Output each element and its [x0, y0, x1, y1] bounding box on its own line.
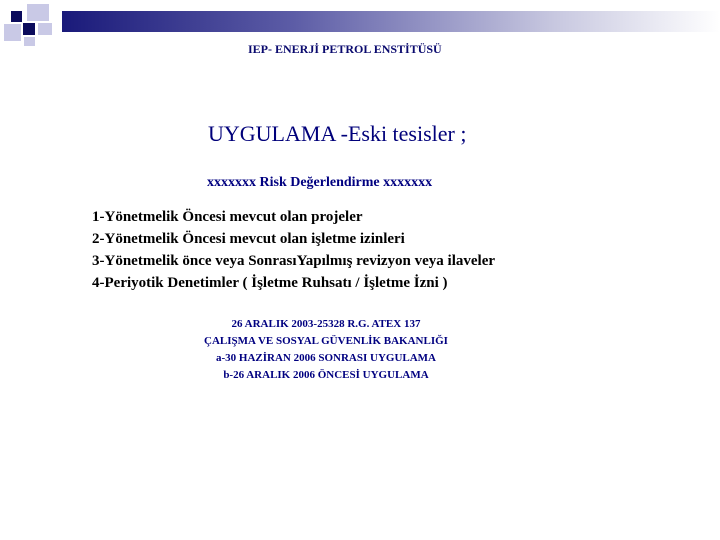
- note-line: b-26 ARALIK 2006 ÖNCESİ UYGULAMA: [223, 369, 429, 381]
- note-line: 26 ARALIK 2003-25328 R.G. ATEX 137: [231, 318, 421, 330]
- header-band: [62, 11, 720, 32]
- note-line: ÇALIŞMA VE SOSYAL GÜVENLİK BAKANLIĞI: [204, 335, 448, 347]
- slide-subtitle: xxxxxxx Risk Değerlendirme xxxxxxx: [207, 175, 433, 190]
- list-item: 4-Periyotik Denetimler ( İşletme Ruhsatı / İşletme İzni ): [92, 275, 448, 291]
- decor-square: [23, 23, 35, 35]
- decor-square: [27, 4, 49, 21]
- list-item: 3-Yönetmelik önce veya SonrasıYapılmış revizyon veya ilaveler: [92, 253, 496, 269]
- decor-square: [4, 24, 21, 41]
- decor-square: [24, 37, 35, 46]
- institute-title: IEP- ENERJİ PETROL ENSTİTÜSÜ: [248, 42, 442, 56]
- decor-square: [38, 23, 52, 35]
- list-item: 1-Yönetmelik Öncesi mevcut olan projeler: [92, 209, 363, 225]
- list-item: 2-Yönetmelik Öncesi mevcut olan işletme izinleri: [92, 231, 405, 247]
- decor-square: [11, 11, 22, 22]
- note-line: a-30 HAZİRAN 2006 SONRASI UYGULAMA: [215, 352, 436, 364]
- slide-title: UYGULAMA -Eski tesisler ;: [208, 121, 467, 146]
- item-list: [92, 206, 495, 294]
- regulation-notes: [186, 316, 466, 384]
